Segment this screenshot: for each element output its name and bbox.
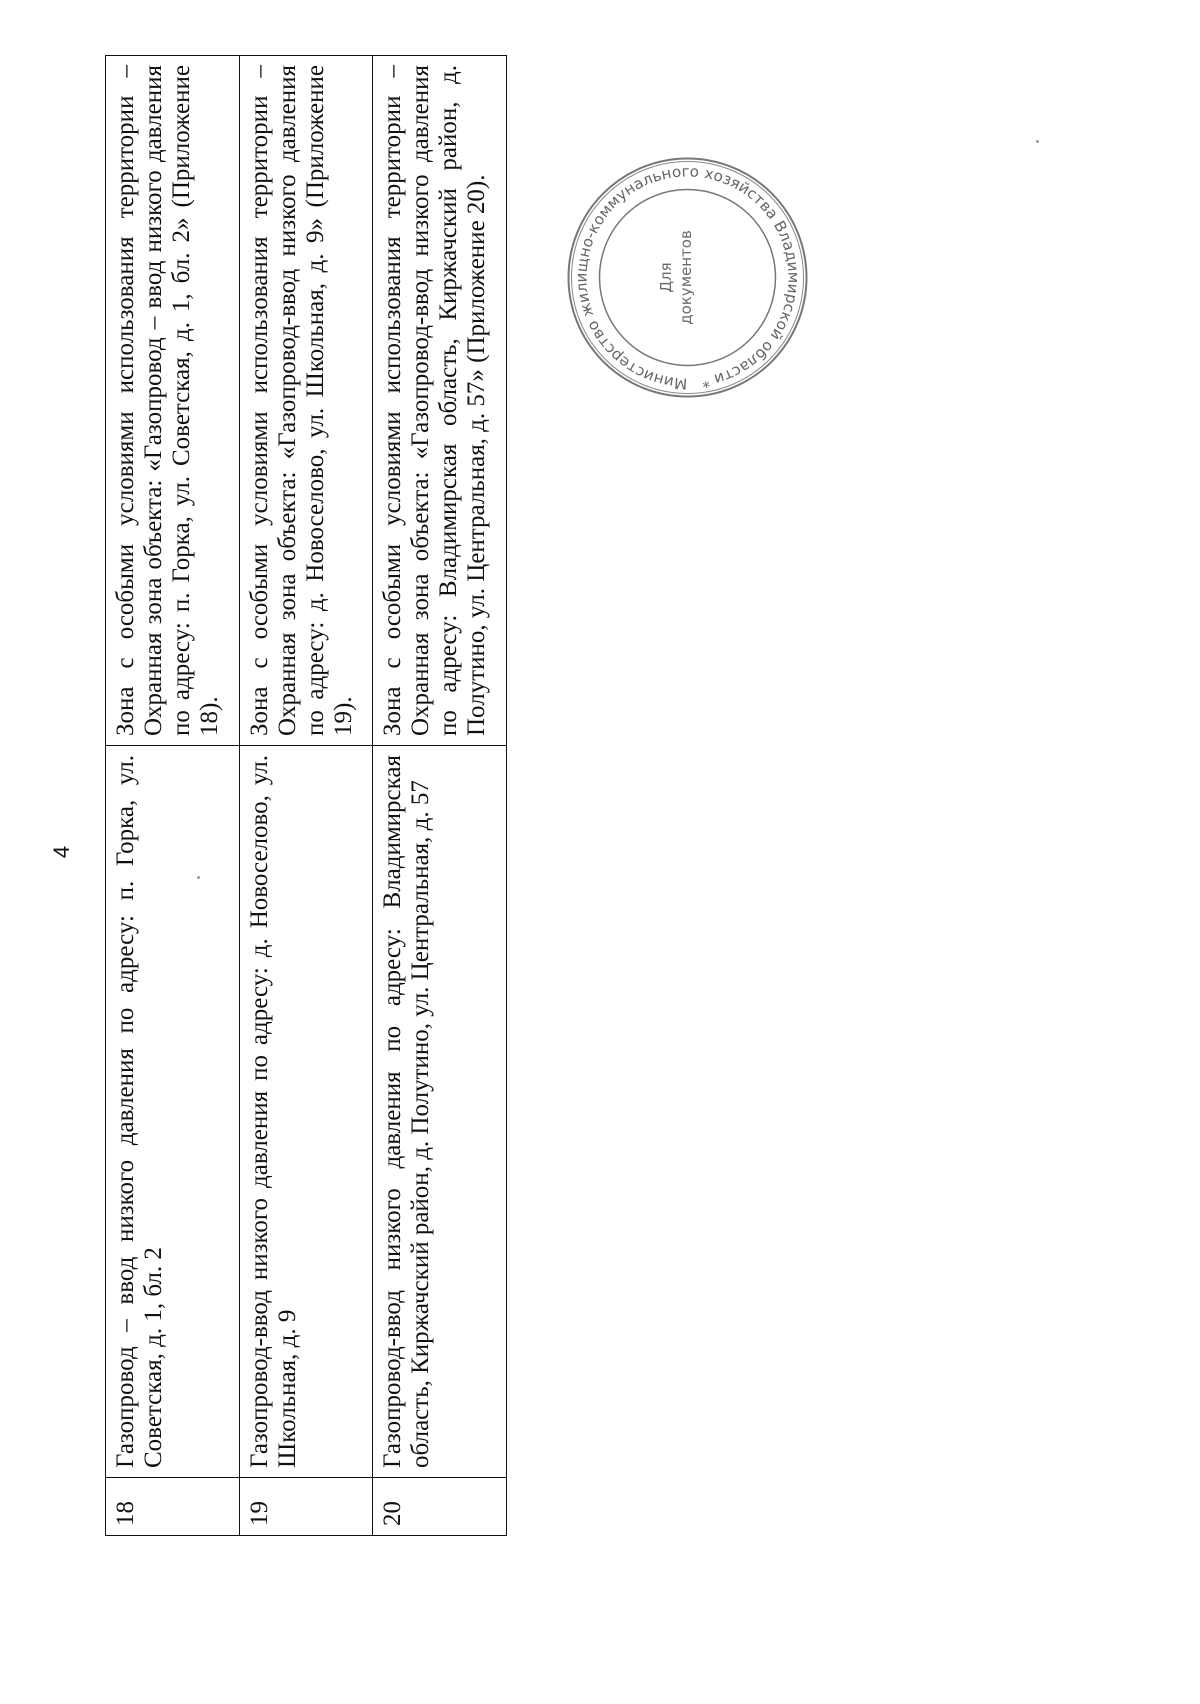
row-number: 18 (106, 1478, 240, 1536)
stamp-center-line-2: документов (676, 230, 695, 325)
stamp-center-text (657, 155, 696, 400)
page-number: 4 (49, 845, 75, 859)
scan-speck (197, 876, 200, 879)
table-row (239, 56, 373, 1536)
zones-table (105, 55, 507, 1536)
object-cell: Газопровод-ввод низкого давления по адресу: Владимирская область, Киржачский район, д. Полутино, ул. Центральная, д. 57 (373, 746, 507, 1478)
zone-cell: Зона с особыми условиями использования территории – Охранная зона объекта: «Газопровод-ввод низкого давления по адресу: д. Новоселово, ул. Школьная, д. 9» (Приложение 19). (239, 56, 373, 746)
row-number: 19 (239, 1478, 373, 1536)
row-number: 20 (373, 1478, 507, 1536)
object-cell: Газопровод-ввод низкого давления по адресу: д. Новоселово, ул. Школьная, д. 9 (239, 746, 373, 1478)
zone-cell: Зона с особыми условиями использования территории – Охранная зона объекта: «Газопровод – ввод низкого давления по адресу: п. Горка, ул. Советская, д. 1, бл. 2» (Приложение 18). (106, 56, 240, 746)
table-container (105, 56, 507, 1536)
scan-speck (1036, 140, 1039, 143)
stamp-center-line-1: Для (657, 262, 675, 293)
official-stamp (565, 155, 810, 400)
table-row (373, 56, 507, 1536)
object-cell: Газопровод – ввод низкого давления по адресу: п. Горка, ул. Советская, д. 1, бл. 2 (106, 746, 240, 1478)
table-row (106, 56, 240, 1536)
stamp-ring-text: Министерство жилищно-коммунального хозяйства Владимирской области * (572, 162, 803, 393)
zone-cell: Зона с особыми условиями использования территории – Охранная зона объекта: «Газопровод-ввод низкого давления по адресу: Владимирская область, Киржачский район, д. Полутино, ул. Центральная, д. 57» (Приложение 20). (373, 56, 507, 746)
